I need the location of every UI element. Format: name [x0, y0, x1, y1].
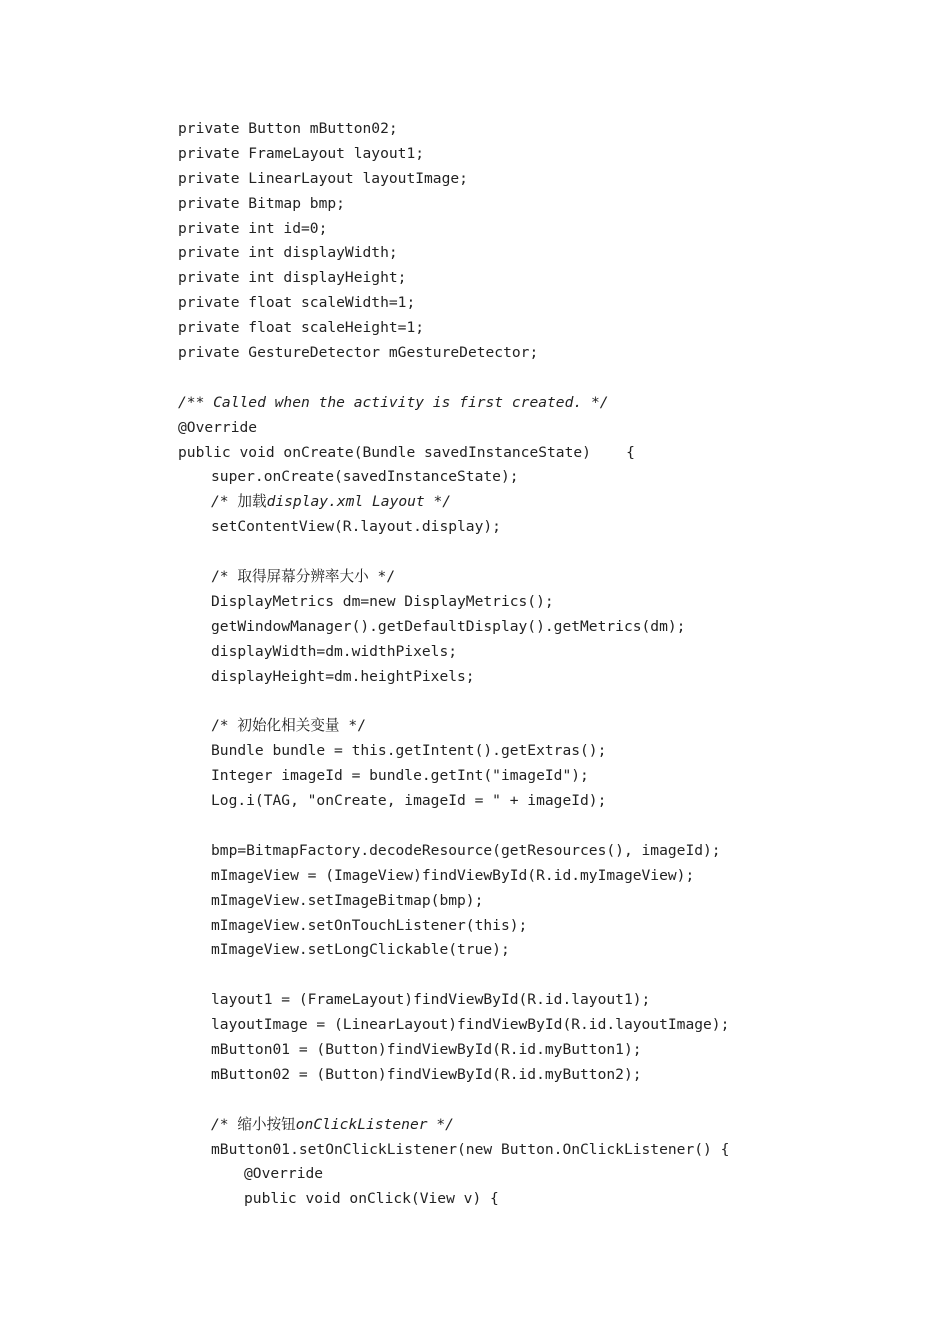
- code-text: private FrameLayout layout1;: [178, 144, 425, 162]
- code-text: displayWidth=dm.widthPixels;: [211, 642, 458, 660]
- code-line: [178, 889, 729, 914]
- code-text: Log.i(TAG, "onCreate, imageId = " + imageId);: [211, 792, 607, 810]
- code-line: [178, 142, 729, 167]
- code-line: [178, 914, 729, 939]
- code-text: getWindowManager().getDefaultDisplay().getMetrics(dm);: [211, 617, 686, 635]
- code-comment-cjk: 加载: [237, 493, 267, 511]
- code-line: [178, 1038, 729, 1063]
- code-text: @Override: [244, 1165, 324, 1183]
- code-text: mButton02 = (Button)findViewById(R.id.myButton2);: [211, 1065, 642, 1083]
- code-text: private Bitmap bmp;: [178, 194, 345, 212]
- code-line: [178, 241, 729, 266]
- code-line: [178, 714, 729, 739]
- code-text: mButton01 = (Button)findViewById(R.id.myButton1);: [211, 1040, 642, 1058]
- code-line: [178, 316, 729, 341]
- code-comment-text: */: [339, 717, 366, 735]
- code-text: mImageView.setOnTouchListener(this);: [211, 916, 528, 934]
- code-comment-cjk: 缩小按钮: [237, 1115, 296, 1133]
- code-line: [178, 814, 729, 839]
- code-line: [178, 839, 729, 864]
- code-text: private int displayWidth;: [178, 244, 398, 262]
- code-block: [178, 117, 729, 1212]
- code-text: mImageView.setImageBitmap(bmp);: [211, 891, 484, 909]
- code-comment-text: /*: [211, 493, 238, 511]
- code-text: setContentView(R.layout.display);: [211, 518, 501, 536]
- code-line: [178, 963, 729, 988]
- code-line: [178, 615, 729, 640]
- code-text: private GestureDetector mGestureDetector;: [178, 344, 539, 362]
- code-line: [178, 789, 729, 814]
- code-comment-text: onClickListener */: [295, 1115, 454, 1133]
- code-line: [178, 1162, 729, 1187]
- code-line: [178, 441, 729, 466]
- code-line: [178, 490, 729, 515]
- code-line: [178, 341, 729, 366]
- code-text: mButton01.setOnClickListener(new Button.OnClickListener() {: [211, 1140, 730, 1158]
- code-line: [178, 1187, 729, 1212]
- code-comment-text: display.xml Layout */: [266, 493, 452, 511]
- code-line: [178, 764, 729, 789]
- code-line: [178, 366, 729, 391]
- code-text: private int id=0;: [178, 219, 328, 237]
- code-line: [178, 192, 729, 217]
- code-text: layout1 = (FrameLayout)findViewById(R.id.layout1);: [211, 991, 651, 1009]
- code-line: [178, 739, 729, 764]
- code-line: [178, 117, 729, 142]
- code-text: private Button mButton02;: [178, 120, 398, 137]
- code-text: Bundle bundle = this.getIntent().getExtras();: [211, 742, 607, 760]
- code-text: mImageView = (ImageView)findViewById(R.id.myImageView);: [211, 866, 695, 884]
- code-text: private int displayHeight;: [178, 269, 407, 287]
- code-comment-cjk: 取得屏幕分辨率大小: [237, 568, 369, 586]
- code-line: [178, 416, 729, 441]
- code-comment-cjk: 初始化相关变量: [237, 717, 340, 735]
- code-line: [178, 864, 729, 889]
- code-text: private float scaleHeight=1;: [178, 319, 425, 337]
- code-text: bmp=BitmapFactory.decodeResource(getResources(), imageId);: [211, 841, 721, 859]
- code-text: @Override: [178, 418, 258, 436]
- code-text: private LinearLayout layoutImage;: [178, 169, 468, 187]
- code-text: displayHeight=dm.heightPixels;: [211, 667, 475, 685]
- code-line: [178, 689, 729, 714]
- code-line: [178, 1138, 729, 1163]
- code-line: [178, 988, 729, 1013]
- code-text: mImageView.setLongClickable(true);: [211, 941, 510, 959]
- code-text: public void onClick(View v) {: [244, 1190, 499, 1208]
- code-line: [178, 1113, 729, 1138]
- code-line: [178, 217, 729, 242]
- code-comment-text: /*: [211, 568, 238, 586]
- code-comment-text: /*: [211, 717, 238, 735]
- code-line: [178, 167, 729, 192]
- code-line: [178, 540, 729, 565]
- code-line: [178, 1063, 729, 1088]
- code-line: [178, 291, 729, 316]
- code-text: Integer imageId = bundle.getInt("imageId");: [211, 767, 589, 785]
- code-line: [178, 665, 729, 690]
- code-text: public void onCreate(Bundle savedInstanceState) {: [178, 443, 635, 461]
- code-text: DisplayMetrics dm=new DisplayMetrics();: [211, 592, 554, 610]
- code-comment-text: */: [368, 568, 396, 586]
- code-comment-text: /*: [211, 1115, 238, 1133]
- code-line: [178, 515, 729, 540]
- code-line: [178, 640, 729, 665]
- code-line: [178, 266, 729, 291]
- code-line: [178, 938, 729, 963]
- code-line: [178, 565, 729, 590]
- code-text: layoutImage = (LinearLayout)findViewById(R.id.layoutImage);: [211, 1016, 730, 1034]
- code-text: private float scaleWidth=1;: [178, 294, 416, 312]
- code-line: [178, 590, 729, 615]
- code-line: [178, 1013, 729, 1038]
- code-line: [178, 465, 729, 490]
- code-text: super.onCreate(savedInstanceState);: [211, 468, 519, 486]
- code-comment: /** Called when the activity is first created. */: [178, 393, 609, 411]
- code-line: [178, 1088, 729, 1113]
- code-line: [178, 391, 729, 416]
